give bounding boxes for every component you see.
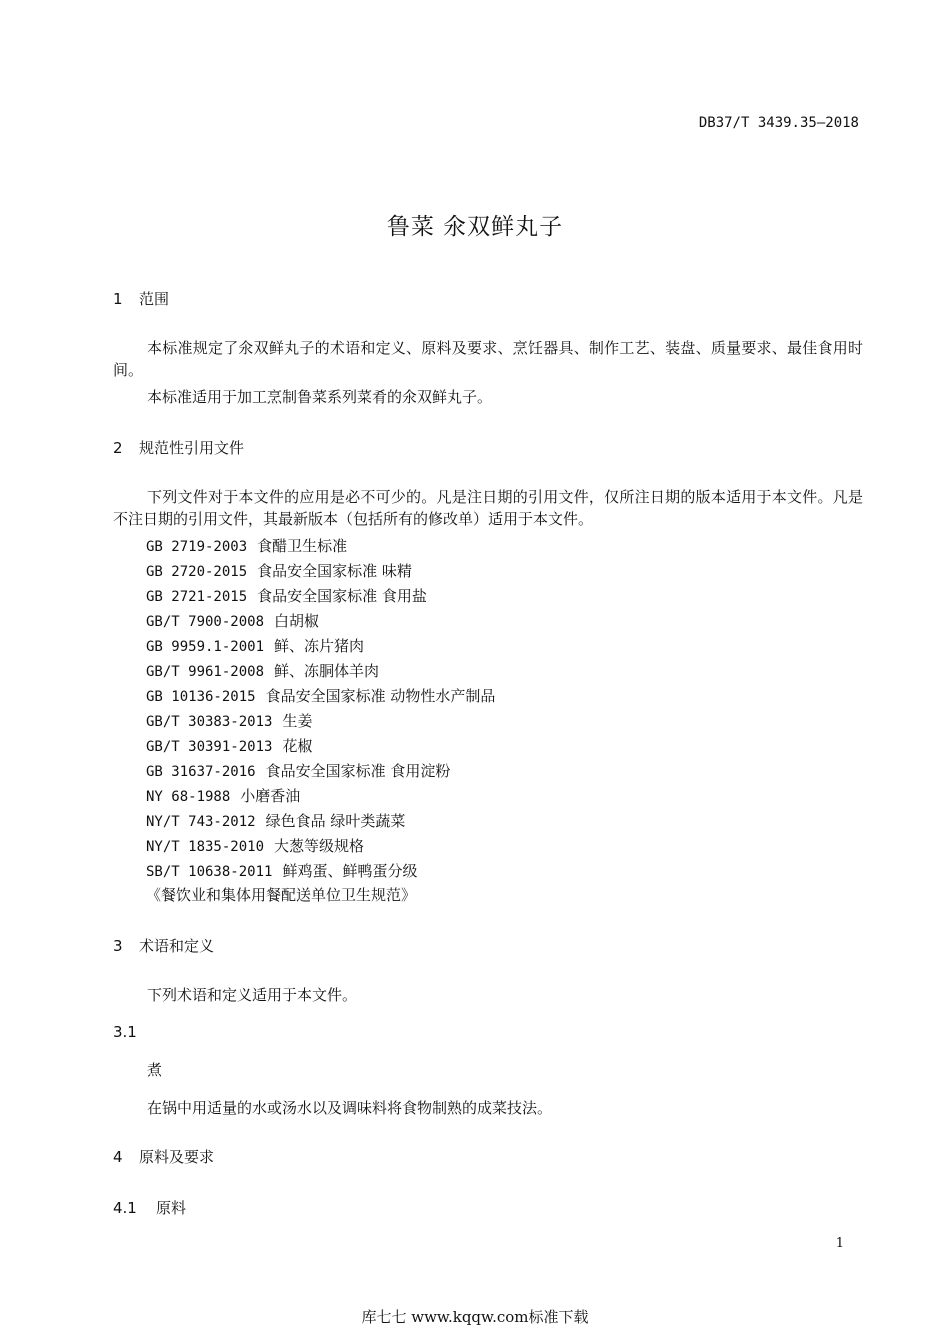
section-title: 术语和定义 [139,937,215,955]
section-2-heading [113,437,244,458]
reference-code: GB 2721-2015 [146,589,248,605]
reference-name: 鲜、冻片猪肉 [274,637,365,655]
section-number: 2 [113,439,123,457]
reference-name: 鲜、冻胴体羊肉 [274,662,380,680]
reference-item [146,735,312,758]
section-1-paragraph-1: 本标准规定了氽双鲜丸子的术语和定义、原料及要求、烹饪器具、制作工艺、装盘、质量要求、最佳食用时间。 [113,339,863,379]
reference-code: GB 31637-2016 [146,764,256,780]
reference-name: 鲜鸡蛋、鲜鸭蛋分级 [282,862,418,880]
reference-code: GB/T 30391-2013 [146,739,273,755]
reference-code: NY/T 743-2012 [146,814,256,830]
reference-item [146,560,412,583]
reference-code: GB/T 7900-2008 [146,614,265,630]
reference-item [146,710,312,733]
section-1-paragraph-2: 本标准适用于加工烹制鲁菜系列菜肴的氽双鲜丸子。 [147,388,493,406]
reference-item [146,785,300,808]
reference-name: 大葱等级规格 [274,837,365,855]
reference-item [146,860,417,883]
section-number: 3 [113,937,123,955]
section-number: 1 [113,290,123,308]
subsection-title: 原料 [156,1199,187,1217]
section-title: 规范性引用文件 [139,439,245,457]
reference-item [146,810,405,833]
reference-name: 食品安全国家标准 味精 [257,562,412,580]
section-1-heading [113,288,169,309]
section-2-paragraph-1: 下列文件对于本文件的应用是必不可少的。凡是注日期的引用文件，仅所注日期的版本适用于本文件。凡是不注日期的引用文件，其最新版本（包括所有的修改单）适用于本文件。 [113,488,863,528]
section-3-paragraph-1: 下列术语和定义适用于本文件。 [147,986,358,1004]
reference-code: SB/T 10638-2011 [146,864,273,880]
section-4-heading [113,1146,214,1167]
section-number: 4 [113,1148,123,1166]
reference-name: 食醋卫生标准 [257,537,348,555]
doc-number: DB37/T 3439.35—2018 [698,115,859,131]
reference-name: 食品安全国家标准 食用淀粉 [265,762,451,780]
reference-code: GB 2720-2015 [146,564,248,580]
reference-code: NY/T 1835-2010 [146,839,265,855]
section-title: 范围 [139,290,170,308]
reference-item [146,585,427,608]
reference-code: GB 10136-2015 [146,689,256,705]
reference-item [146,835,364,858]
reference-code: GB 9959.1-2001 [146,639,265,655]
subsection-number: 4.1 [113,1199,137,1217]
reference-name: 白胡椒 [274,612,320,630]
reference-code: GB/T 30383-2013 [146,714,273,730]
reference-item [146,660,379,683]
reference-item [146,610,319,633]
reference-item-extra: 《餐饮业和集体用餐配送单位卫生规范》 [146,886,417,904]
reference-code: NY 68-1988 [146,789,231,805]
reference-name: 花椒 [282,737,313,755]
page-title: 鲁菜 氽双鲜丸子 [386,214,564,240]
footer-watermark: 库七七 www.kqqw.com标准下载 [361,1308,589,1326]
reference-item [146,760,450,783]
reference-name: 生姜 [282,712,313,730]
reference-code: GB/T 9961-2008 [146,664,265,680]
reference-item [146,685,495,708]
reference-item [146,535,347,558]
section-3-heading [113,935,214,956]
subsection-3-1-number: 3.1 [113,1023,137,1041]
reference-name: 绿色食品 绿叶类蔬菜 [265,812,406,830]
term-heading: 煮 [147,1061,163,1079]
reference-code: GB 2719-2003 [146,539,248,555]
term-definition: 在锅中用适量的水或汤水以及调味料将食物制熟的成菜技法。 [147,1099,553,1117]
reference-name: 食品安全国家标准 动物性水产制品 [265,687,496,705]
section-title: 原料及要求 [139,1148,215,1166]
subsection-4-1-heading [113,1197,186,1218]
reference-name: 食品安全国家标准 食用盐 [257,587,427,605]
reference-name: 小磨香油 [240,787,301,805]
page-number: 1 [835,1236,844,1251]
reference-item [146,635,364,658]
